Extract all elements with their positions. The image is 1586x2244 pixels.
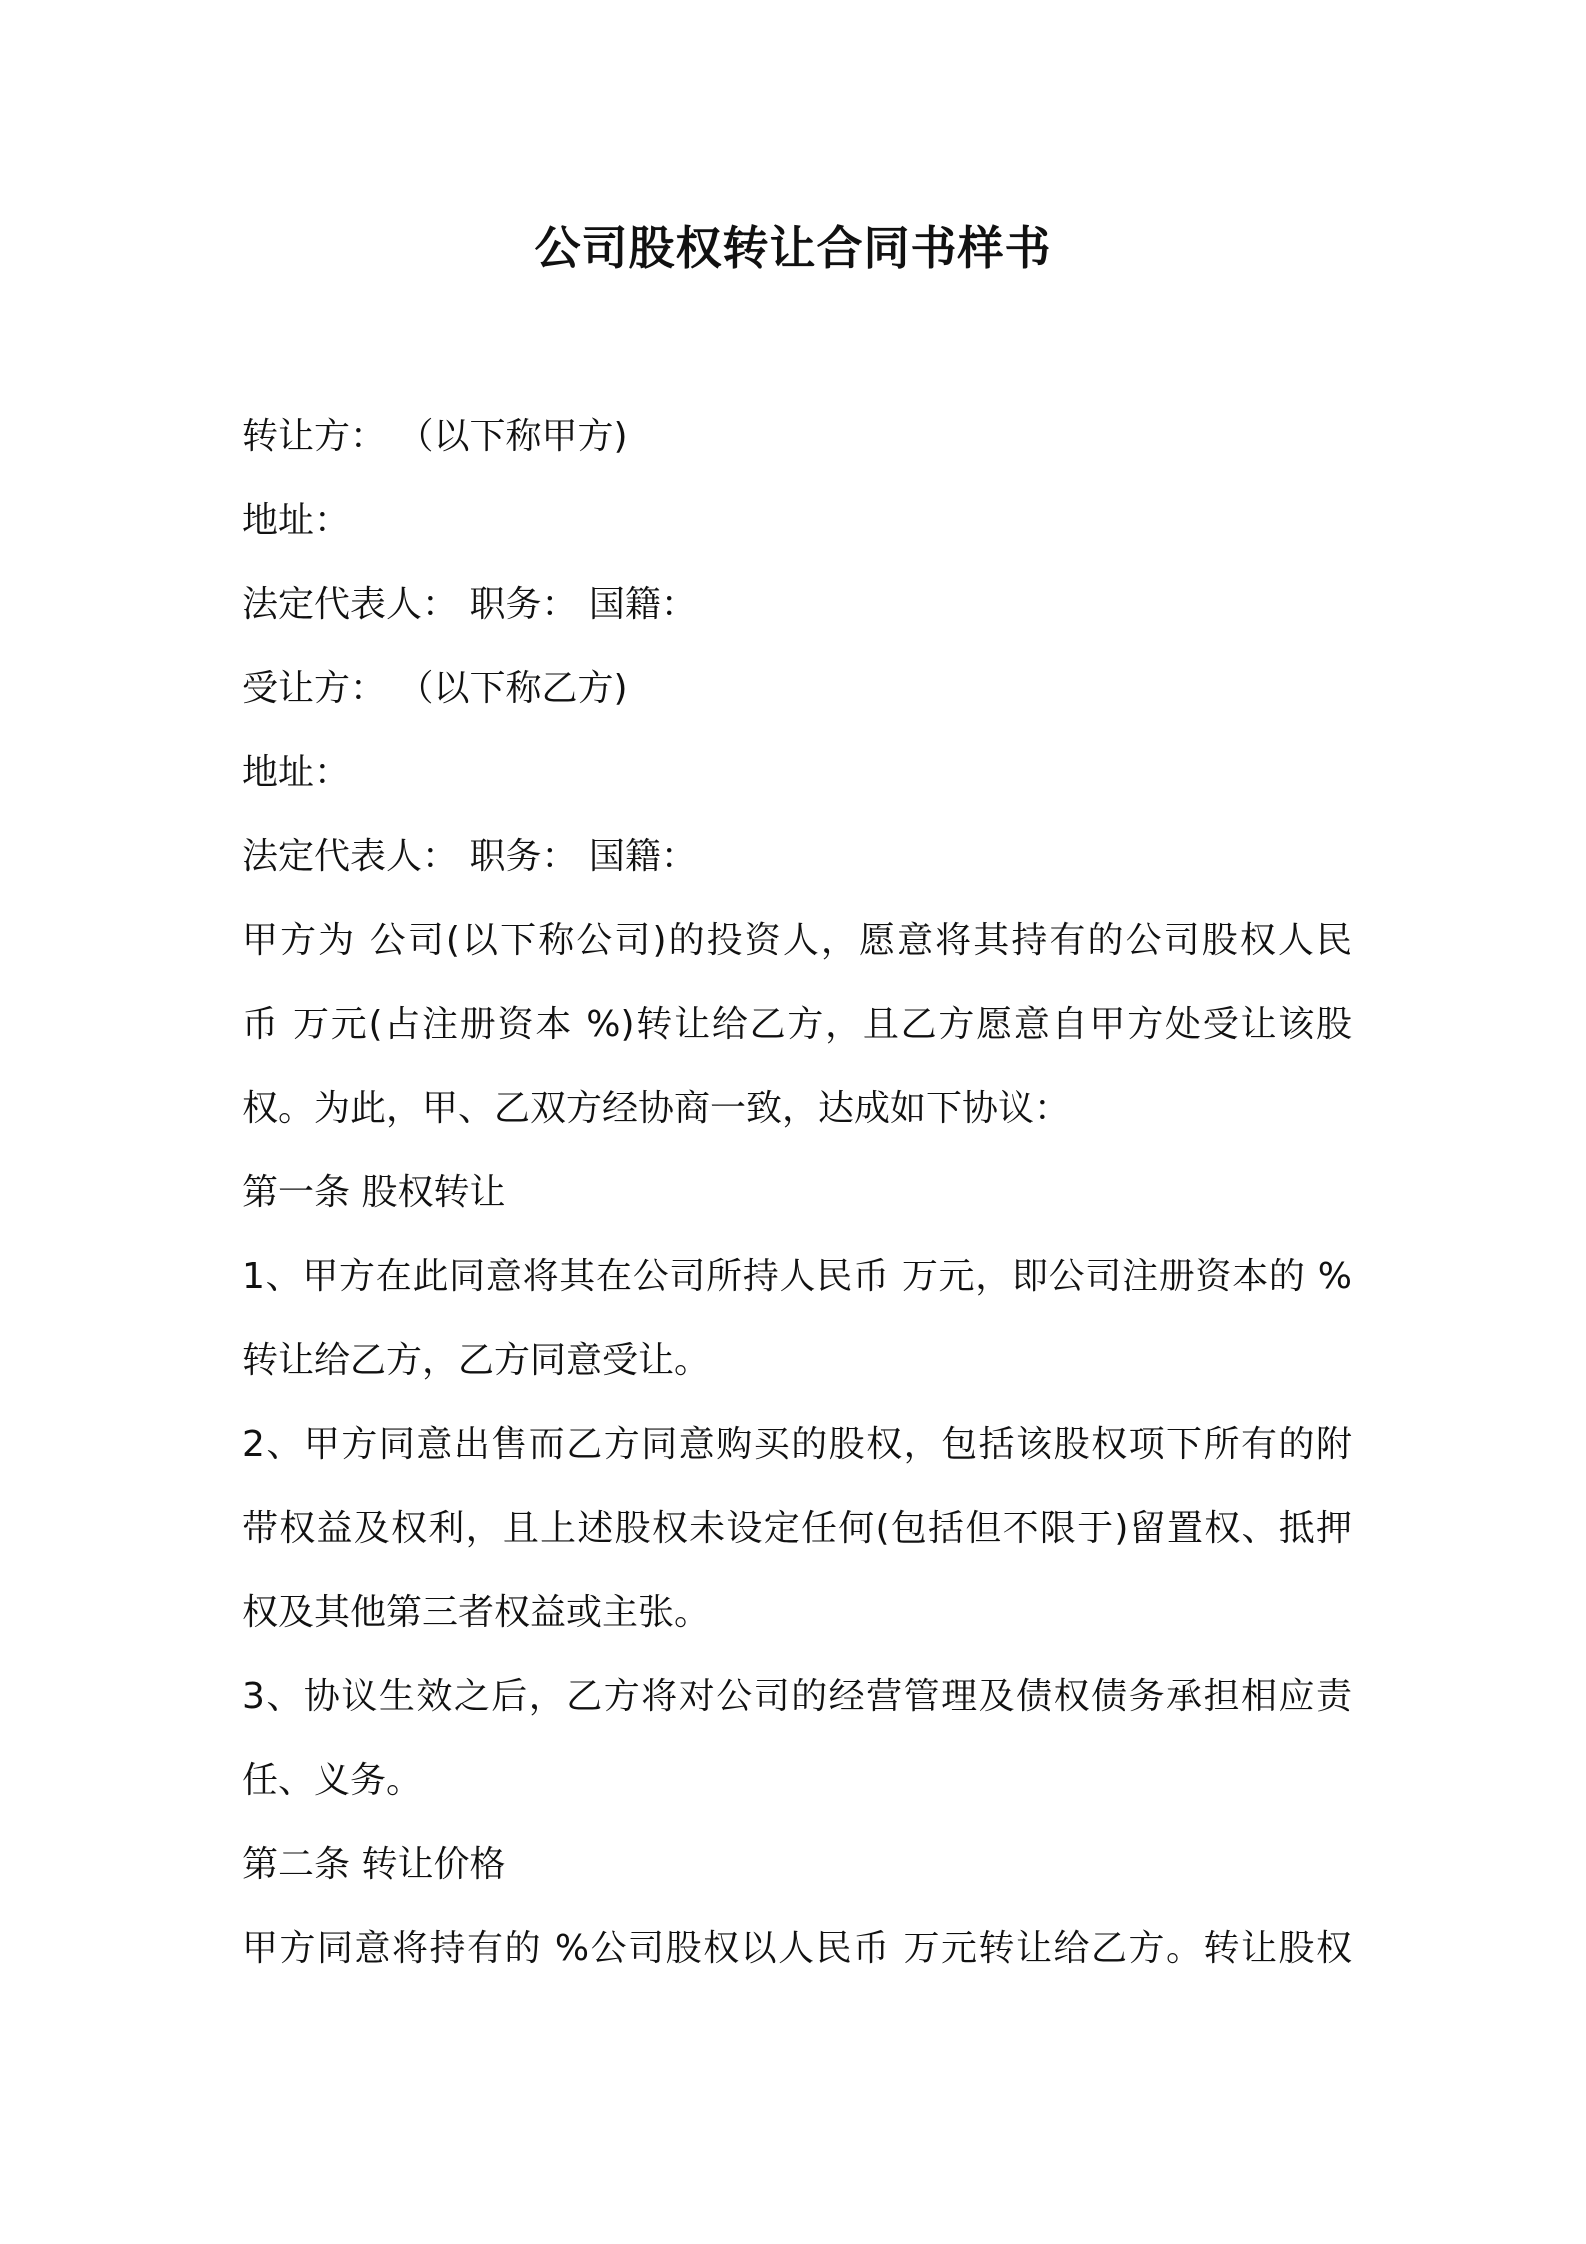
clause-line: 甲方同意将持有的 %公司股权以人民币 万元转让给乙方。转让股权 bbox=[242, 1928, 1352, 1969]
clause-line: 任、义务。 bbox=[242, 1760, 423, 1801]
clause-line: 1、甲方在此同意将其在公司所持人民币 万元，即公司注册资本的 % bbox=[242, 1256, 1352, 1297]
preamble-line: 币 万元(占注册资本 %)转让给乙方，且乙方愿意自甲方处受让该股 bbox=[242, 1004, 1352, 1045]
article-heading: 第一条 股权转让 bbox=[242, 1172, 506, 1213]
document-body bbox=[242, 395, 1352, 1991]
preamble-line: 甲方为 公司(以下称公司)的投资人，愿意将其持有的公司股权人民 bbox=[242, 920, 1352, 961]
transferee-line: 受让方： （以下称乙方) bbox=[242, 668, 628, 709]
clause-line: 3、协议生效之后，乙方将对公司的经营管理及债权债务承担相应责 bbox=[242, 1676, 1352, 1717]
transferor-line: 转让方： （以下称甲方) bbox=[242, 416, 628, 457]
transferee-address-line: 地址： bbox=[242, 752, 351, 793]
document-title: 公司股权转让合同书样书 bbox=[534, 221, 1052, 275]
clause-line: 转让给乙方，乙方同意受让。 bbox=[242, 1340, 711, 1381]
article-heading: 第二条 转让价格 bbox=[242, 1844, 506, 1885]
clause-line: 2、甲方同意出售而乙方同意购买的股权，包括该股权项下所有的附 bbox=[242, 1424, 1352, 1465]
transferor-address-line: 地址： bbox=[242, 500, 351, 541]
clause-line: 带权益及权利，且上述股权未设定任何(包括但不限于)留置权、抵押 bbox=[242, 1508, 1352, 1549]
transferor-representative-line: 法定代表人： 职务： 国籍： bbox=[242, 584, 697, 625]
clause-line: 权及其他第三者权益或主张。 bbox=[242, 1592, 711, 1633]
preamble-line: 权。为此，甲、乙双方经协商一致，达成如下协议： bbox=[242, 1088, 1071, 1129]
transferee-representative-line: 法定代表人： 职务： 国籍： bbox=[242, 836, 697, 877]
